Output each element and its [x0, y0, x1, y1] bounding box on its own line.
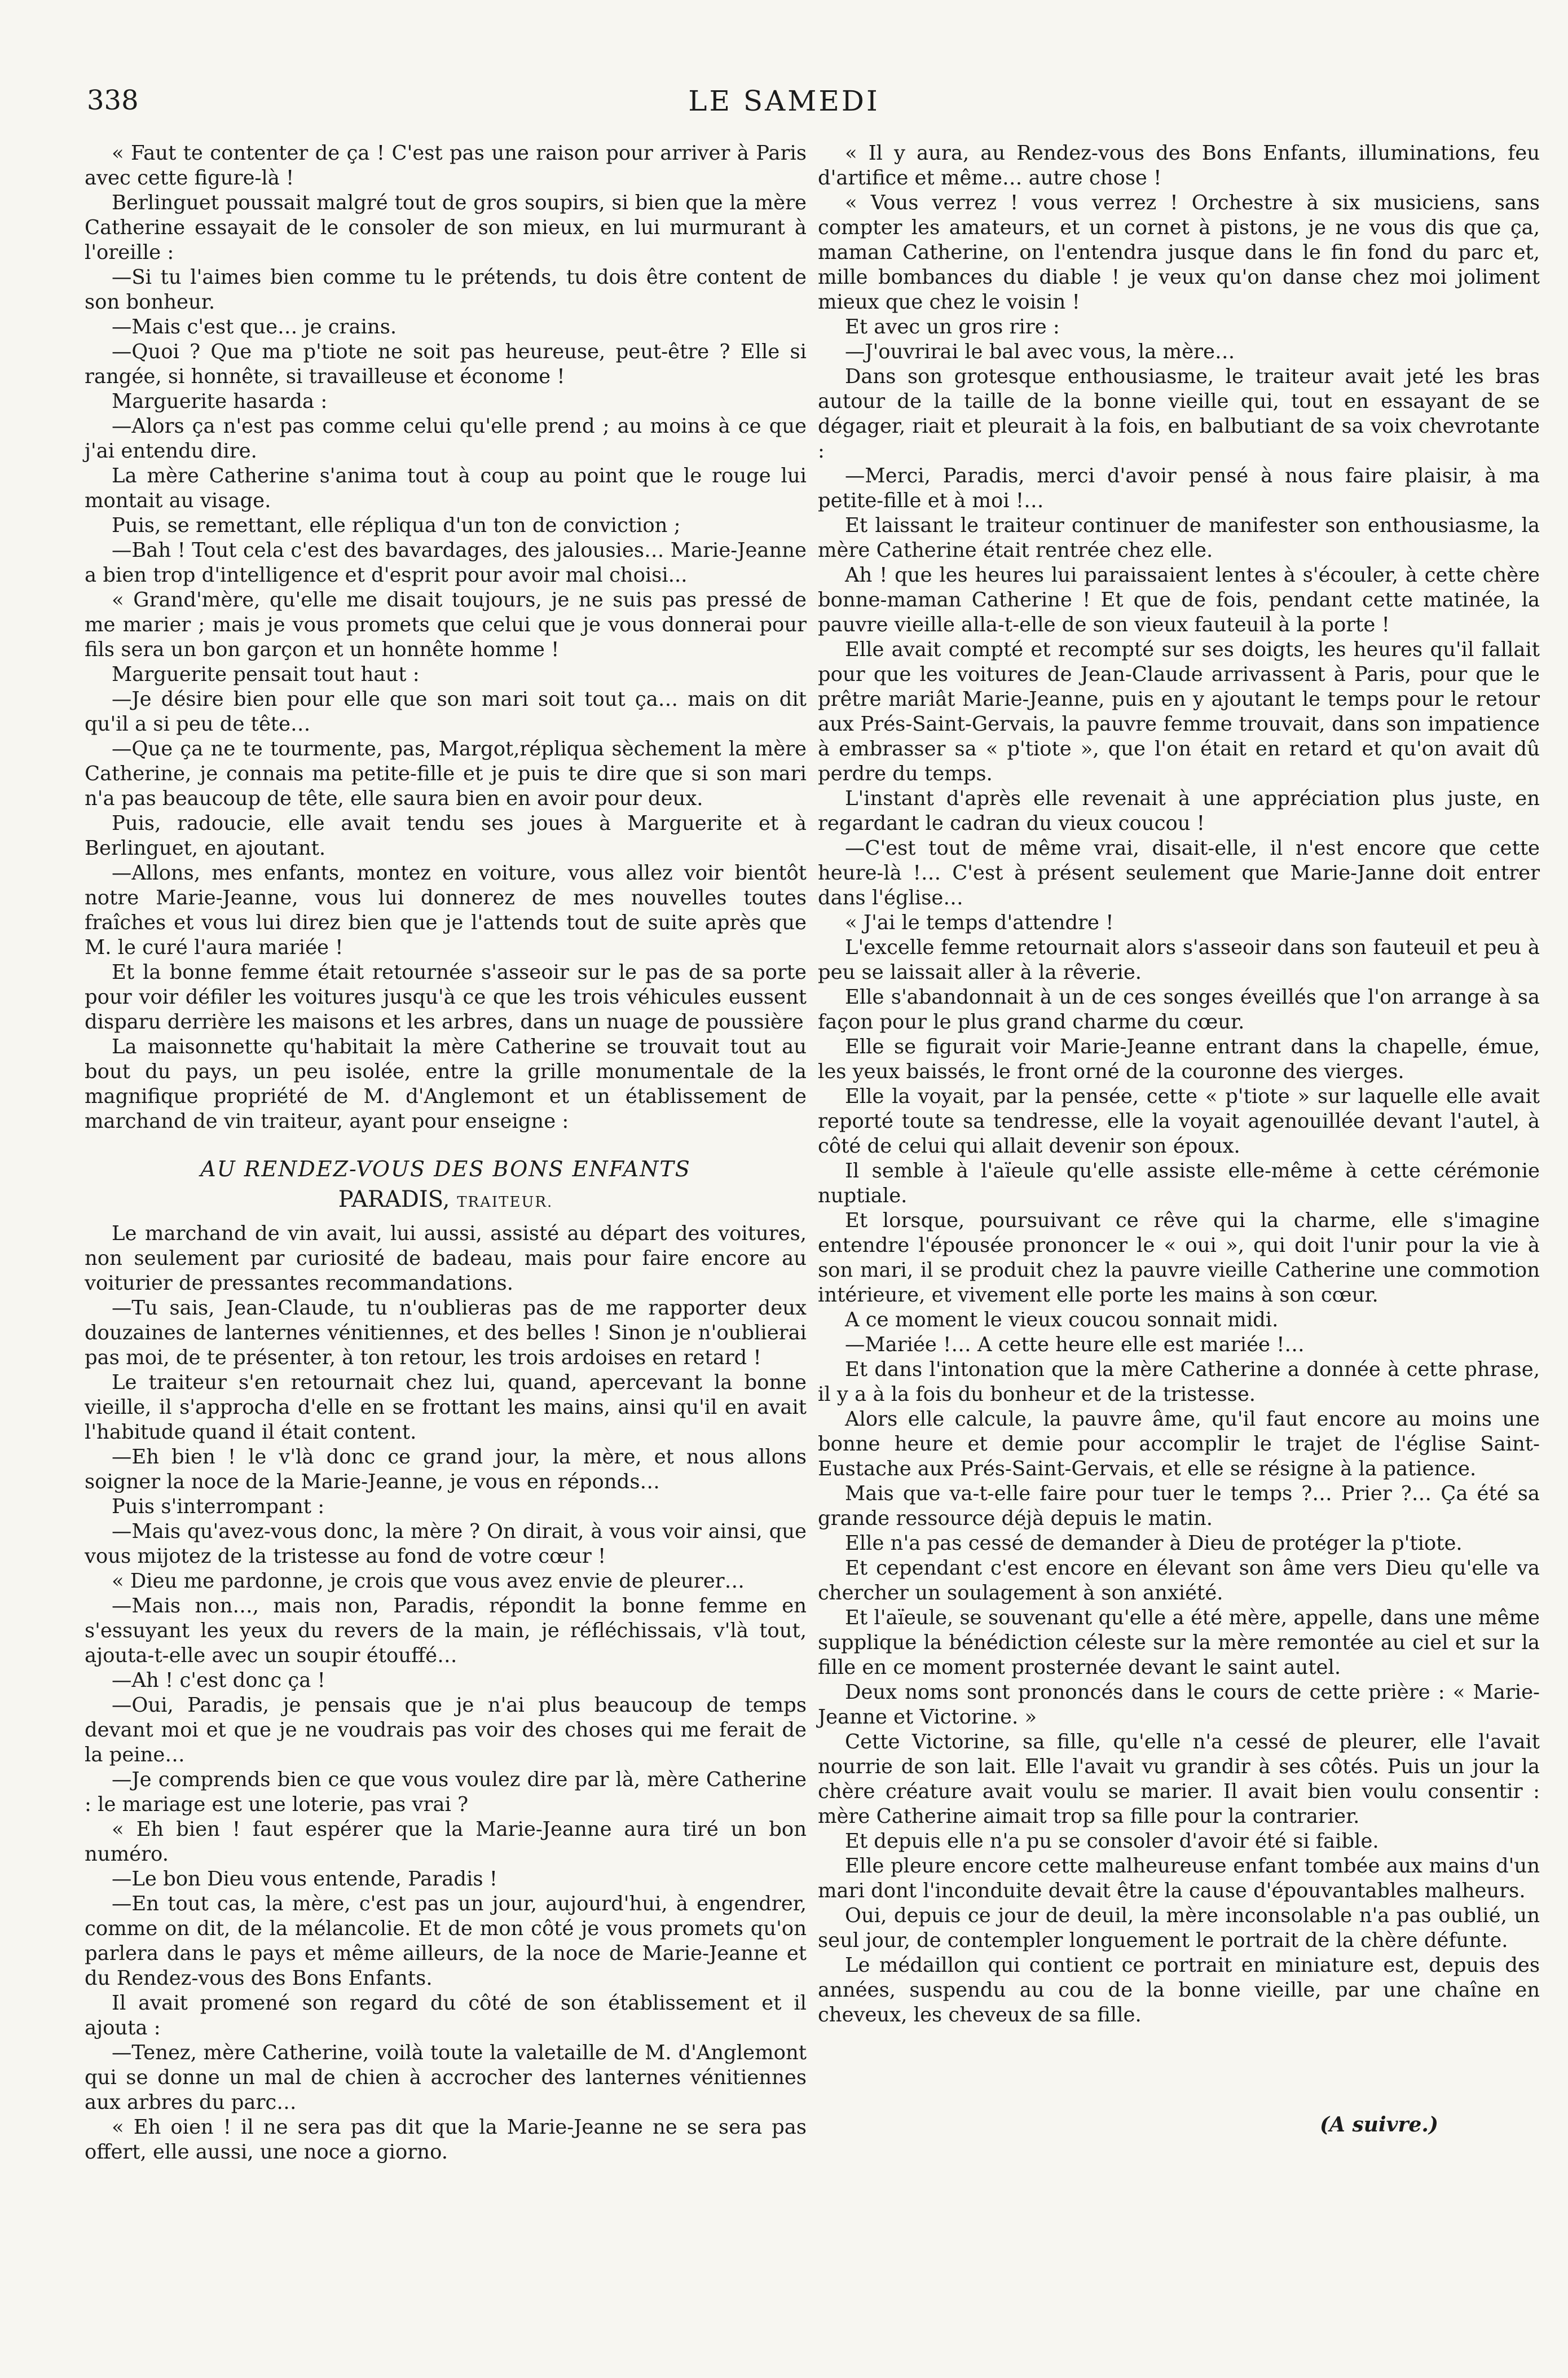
- paragraph: Elle se figurait voir Marie-Jeanne entrant dans la chapelle, émue, les yeux baissés, le front orné de la couronne des vierges.: [818, 1035, 1540, 1083]
- paragraph: La maisonnette qu'habitait la mère Catherine se trouvait tout au bout du pays, un peu isolée, entre la grille monumentale de la magnifique propriété de M. d'Anglemont et un établissement de marchand de vin traiteur, ayant pour enseigne :: [85, 1035, 807, 1133]
- paragraph: Le médaillon qui contient ce portrait en miniature est, depuis des années, suspendu au cou de la bonne vieille, par une chaîne en cheveux, les cheveux de sa fille.: [818, 1954, 1540, 2027]
- paragraph: —Ah ! c'est donc ça !: [112, 1669, 325, 1692]
- sign-subtitle: [85, 1186, 807, 1216]
- paragraph: « Il y aura, au Rendez-vous des Bons Enfants, illuminations, feu d'artifice et même… autre chose !: [818, 142, 1540, 190]
- paragraph: « Dieu me pardonne, je crois que vous avez envie de pleurer…: [112, 1570, 745, 1593]
- left-text-block-a: [85, 141, 807, 1134]
- paragraph: Puis, se remettant, elle répliqua d'un ton de conviction ;: [112, 514, 681, 537]
- paragraph: « J'ai le temps d'attendre !: [845, 911, 1114, 934]
- paragraph: —Alors ça n'est pas comme celui qu'elle prend ; au moins à ce que j'ai entendu dire.: [85, 415, 807, 463]
- paragraph: Alors elle calcule, la pauvre âme, qu'il faut encore au moins une bonne heure et demie pour accomplir le trajet de l'église Saint-Eustache aux Prés-Saint-Gervais, et elle se résigne à la patience.: [818, 1408, 1540, 1480]
- paragraph: Elle avait compté et recompté sur ses doigts, les heures qu'il fallait pour que les voitures de Jean-Claude arrivassent à Paris, pour que le prêtre mariât Marie-Jeanne, puis en y ajoutant le temps pour le retour aux Prés-Saint-Gervais, la pauvre femme trouvait, dans son impatience à embrasser sa « p'tiote », que l'on était en retard et qu'on avait dû perdre du temps.: [818, 638, 1540, 785]
- paragraph: Et dans l'intonation que la mère Catherine a donnée à cette phrase, il y a à la fois du bonheur et de la tristesse.: [818, 1358, 1540, 1406]
- paragraph: Et depuis elle n'a pu se consoler d'avoir été si faible.: [845, 1830, 1379, 1853]
- right-column: [818, 141, 1540, 2137]
- paragraph: Mais que va-t-elle faire pour tuer le temps ?… Prier ?… Ça été sa grande ressource déjà depuis le matin.: [818, 1482, 1540, 1530]
- paragraph: Et laissant le traiteur continuer de manifester son enthousiasme, la mère Catherine était rentrée chez elle.: [818, 514, 1540, 562]
- paragraph: —Je comprends bien ce que vous voulez dire par là, mère Catherine : le mariage est une loterie, pas vrai ?: [85, 1768, 807, 1816]
- right-text-block: [818, 141, 1540, 2028]
- page-header: [85, 85, 1483, 130]
- paragraph: —Tu sais, Jean-Claude, tu n'oublieras pas de me rapporter deux douzaines de lanternes vénitiennes, et des belles ! Sinon je n'oublierai pas moi, de te présenter, à ton retour, les trois ardoises en retard !: [85, 1296, 807, 1369]
- paragraph: —Que ça ne te tourmente, pas, Margot,répliqua sèchement la mère Catherine, je connais ma petite-fille et je puis te dire que si son mari n'a pas beaucoup de tête, elle saura bien en avoir pour deux.: [85, 737, 807, 810]
- paragraph: Marguerite hasarda :: [112, 390, 328, 413]
- sign-title: AU RENDEZ-VOUS DES BONS ENFANTS: [200, 1157, 691, 1181]
- paragraph: —Mais qu'avez-vous donc, la mère ? On dirait, à vous voir ainsi, que vous mijotez de la tristesse au fond de votre cœur !: [85, 1520, 807, 1568]
- paragraph: A ce moment le vieux coucou sonnait midi.: [845, 1308, 1279, 1331]
- paragraph: —Merci, Paradis, merci d'avoir pensé à nous faire plaisir, à ma petite-fille et à moi !…: [818, 464, 1540, 512]
- paragraph: L'excelle femme retournait alors s'asseoir dans son fauteuil et peu à peu se laissait aller à la rêverie.: [818, 936, 1540, 984]
- paragraph: Cette Victorine, sa fille, qu'elle n'a cessé de pleurer, elle l'avait nourrie de son lait. Elle l'avait vu grandir à ses côtés. Puis un jour la chère créature avait voulu se marier. Il avait bien voulu consentir : mère Catherine aimait trop sa fille pour la contrarier.: [818, 1730, 1540, 1828]
- paragraph: Elle s'abandonnait à un de ces songes éveillés que l'on arrange à sa façon pour le plus grand charme du cœur.: [818, 986, 1540, 1034]
- paragraph: —C'est tout de même vrai, disait-elle, il n'est encore que cette heure-là !… C'est à présent seulement que Marie-Janne doit entrer dans l'église…: [818, 837, 1540, 909]
- paragraph: —En tout cas, la mère, c'est pas un jour, aujourd'hui, à engendrer, comme on dit, de la mélancolie. Et de mon côté je vous promets qu'on parlera dans le pays et même ailleurs, de la noce de Marie-Jeanne et du Rendez-vous des Bons Enfants.: [85, 1892, 807, 1990]
- paragraph: —Mariée !… A cette heure elle est mariée !…: [845, 1333, 1305, 1356]
- paragraph: « Faut te contenter de ça ! C'est pas une raison pour arriver à Paris avec cette figure-là !: [85, 142, 807, 190]
- paragraph: « Vous verrez ! vous verrez ! Orchestre à six musiciens, sans compter les amateurs, et un cornet à pistons, je ne vous dis que ça, maman Catherine, on l'entendra jusque dans le fin fond du parc et, mille bombances du diable ! je veux qu'on danse chez moi joliment mieux que chez le voisin !: [818, 191, 1540, 314]
- paragraph: Et avec un gros rire :: [845, 315, 1060, 339]
- paragraph: Le traiteur s'en retournait chez lui, quand, apercevant la bonne vieille, il s'approcha d'elle en se frottant les mains, ainsi qu'il en avait l'habitude quand il était content.: [85, 1371, 807, 1444]
- paragraph: —Le bon Dieu vous entende, Paradis !: [112, 1867, 498, 1891]
- running-title: LE SAMEDI: [688, 85, 880, 117]
- paragraph: Et cependant c'est encore en élevant son âme vers Dieu qu'elle va chercher un soulagement à son anxiété.: [818, 1557, 1540, 1605]
- paragraph: « Eh bien ! faut espérer que la Marie-Jeanne aura tiré un bon numéro.: [85, 1818, 807, 1866]
- paragraph: —Bah ! Tout cela c'est des bavardages, des jalousies… Marie-Jeanne a bien trop d'intelligence et d'esprit pour avoir mal choisi...: [85, 539, 807, 587]
- paragraph: —Allons, mes enfants, montez en voiture, vous allez voir bientôt notre Marie-Jeanne, vous lui donnerez de mes nouvelles toutes fraîches et vous lui direz bien que je l'attends tout de suite après que M. le curé l'aura mariée !: [85, 861, 807, 959]
- paragraph: —Je désire bien pour elle que son mari soit tout ça… mais on dit qu'il a si peu de tête…: [85, 688, 807, 736]
- paragraph: Et lorsque, poursuivant ce rêve qui la charme, elle s'imagine entendre l'épousée prononcer le « oui », qui doit l'unir pour la vie à son mari, il se produit chez la pauvre vieille Catherine une commotion intérieure, et vivement elle porte les mains à son cœur.: [818, 1209, 1540, 1307]
- left-text-block-b: [85, 1221, 807, 2165]
- paragraph: Oui, depuis ce jour de deuil, la mère inconsolable n'a pas oublié, un seul jour, de contempler longuement le portrait de la chère défunte.: [818, 1904, 1540, 1952]
- paragraph: Et l'aïeule, se souvenant qu'elle a été mère, appelle, dans une même supplique la bénédiction céleste sur la mère remontée au ciel et sur la fille en ce moment prosternée devant le saint autel.: [818, 1606, 1540, 1679]
- page-number: 338: [87, 85, 139, 116]
- paragraph: Ah ! que les heures lui paraissaient lentes à s'écouler, à cette chère bonne-maman Catherine ! Et que de fois, pendant cette matinée, la pauvre vieille alla-t-elle de son vieux fauteuil à la porte !: [818, 564, 1540, 636]
- paragraph: Elle pleure encore cette malheureuse enfant tombée aux mains d'un mari dont l'inconduite devait être la cause d'épouvantables malheurs.: [818, 1854, 1540, 1902]
- paragraph: —Eh bien ! le v'là donc ce grand jour, la mère, et nous allons soigner la noce de la Marie-Jeanne, je vous en réponds…: [85, 1445, 807, 1493]
- paragraph: Puis s'interrompant :: [112, 1495, 325, 1518]
- paragraph: « Grand'mère, qu'elle me disait toujours, je ne suis pas pressé de me marier ; mais je vous promets que celui que je vous donnerai pour fils sera un bon garçon et un honnête homme !: [85, 588, 807, 661]
- paragraph: « Eh oien ! il ne sera pas dit que la Marie-Jeanne ne se sera pas offert, elle aussi, une noce a giorno.: [85, 2116, 807, 2164]
- sign-name: PARADIS,: [338, 1186, 450, 1212]
- paragraph: —Mais c'est que… je crains.: [112, 315, 397, 339]
- continuation-note: (A suivre.): [1320, 2113, 1438, 2137]
- paragraph: Elle la voyait, par la pensée, cette « p'tiote » sur laquelle elle avait reporté toute sa tendresse, elle la voyait agenouillée devant l'autel, à côté de celui qui allait devenir son époux.: [818, 1085, 1540, 1158]
- paragraph: Deux noms sont prononcés dans le cours de cette prière : « Marie-Jeanne et Victorine. »: [818, 1681, 1540, 1729]
- paragraph: —Quoi ? Que ma p'tiote ne soit pas heureuse, peut-être ? Elle si rangée, si honnête, si travailleuse et économe !: [85, 340, 807, 388]
- paragraph: Et la bonne femme était retournée s'asseoir sur le pas de sa porte pour voir défiler les voitures jusqu'à ce que les trois véhicules eussent disparu derrière les maisons et les arbres, dans un nuage de poussière: [85, 961, 807, 1034]
- paragraph: La mère Catherine s'anima tout à coup au point que le rouge lui montait au visage.: [85, 464, 807, 512]
- sign-trade: TRAITEUR.: [457, 1194, 553, 1211]
- paragraph: Le marchand de vin avait, lui aussi, assisté au départ des voitures, non seulement par curiosité de badeau, mais pour faire encore au voiturier de pressantes recommandations.: [85, 1222, 807, 1295]
- paragraph: —Oui, Paradis, je pensais que je n'ai plus beaucoup de temps devant moi et que je ne voudrais pas voir des choses qui me ferait de la peine…: [85, 1694, 807, 1766]
- paragraph: Elle n'a pas cessé de demander à Dieu de protéger la p'tiote.: [845, 1532, 1463, 1555]
- paragraph: —Tenez, mère Catherine, voilà toute la valetaille de M. d'Anglemont qui se donne un mal de chien à accrocher des lanternes vénitiennes aux arbres du parc…: [85, 2041, 807, 2114]
- paragraph: —Si tu l'aimes bien comme tu le prétends, tu dois être content de son bonheur.: [85, 266, 807, 314]
- paragraph: Berlinguet poussait malgré tout de gros soupirs, si bien que la mère Catherine essayait de le consoler de son mieux, en lui murmurant à l'oreille :: [85, 191, 807, 264]
- paragraph: Il semble à l'aïeule qu'elle assiste elle-même à cette cérémonie nuptiale.: [818, 1159, 1540, 1207]
- paragraph: L'instant d'après elle revenait à une appréciation plus juste, en regardant le cadran du vieux coucou !: [818, 787, 1540, 835]
- left-column: [85, 141, 807, 2165]
- paragraph: Il avait promené son regard du côté de son établissement et il ajouta :: [85, 1992, 807, 2039]
- paragraph: Dans son grotesque enthousiasme, le traiteur avait jeté les bras autour de la taille de la bonne vieille qui, tout en essayant de se dégager, riait et pleurait à la fois, en balbutiant de sa voix chevrotante :: [818, 365, 1540, 463]
- paragraph: —Mais non…, mais non, Paradis, répondit la bonne femme en s'essuyant les yeux du revers de la main, je réfléchissais, v'là tout, ajouta-t-elle avec un soupir étouffé…: [85, 1594, 807, 1667]
- paragraph: —J'ouvrirai le bal avec vous, la mère…: [845, 340, 1235, 363]
- paragraph: Marguerite pensait tout haut :: [112, 663, 420, 686]
- paragraph: Puis, radoucie, elle avait tendu ses joues à Marguerite et à Berlinguet, en ajoutant.: [85, 812, 807, 860]
